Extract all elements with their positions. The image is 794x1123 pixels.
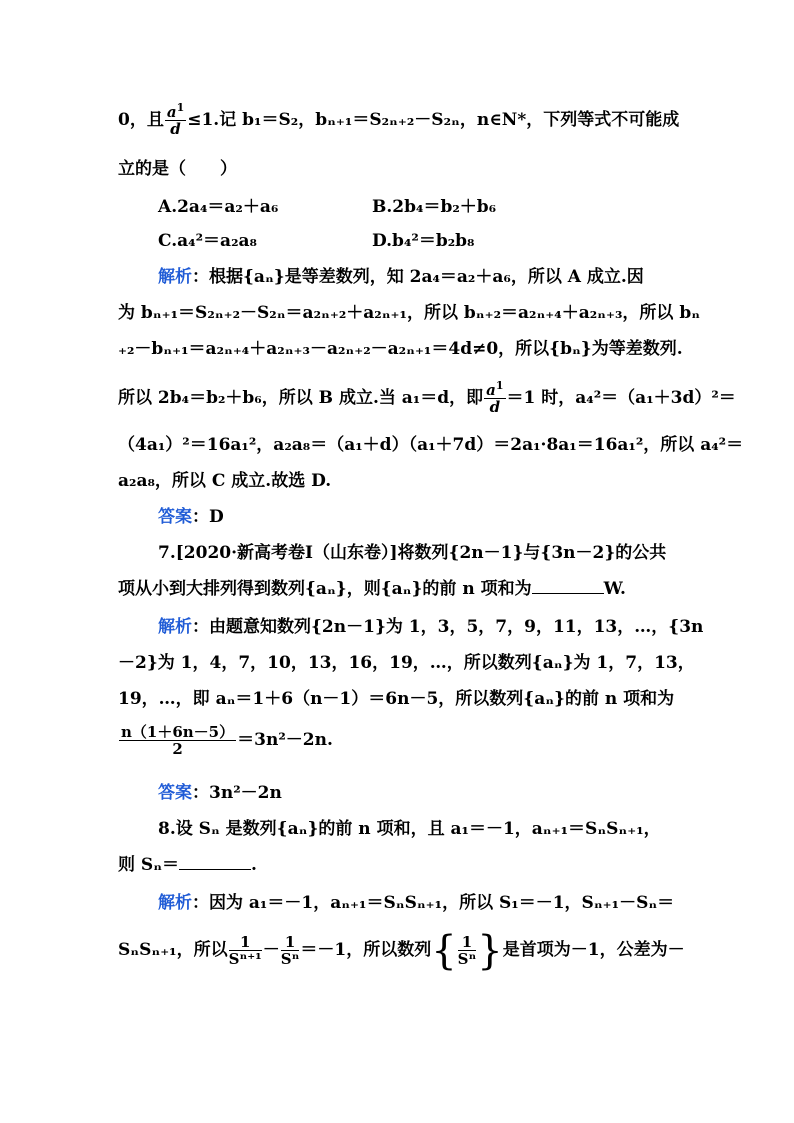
q8-analysis-line-2: SₙSₙ₊₁，所以 $\frac{1}{\text{Sⁿ⁺¹}}$ － $\frac{1}{\text{Sⁿ}}$ ＝－1，所以数列{ $\frac{1}{\text{Sⁿ}}$ }是首项为－1，公差为－ xyxy=(118,927,685,974)
q6-analysis-line-1: 解析：根据{aₙ}是等差数列，知 2a₄＝a₂＋a₆，所以 A 成立.因 xyxy=(158,267,644,287)
q6-analysis-line-4: 所以 2b₄＝b₂＋b₆，所以 B 成立.当 a₁＝d，即 $\frac{a^1}{d}$ ＝1 时，a₄²＝（a₁＋3d）²＝ xyxy=(118,379,736,416)
q7-analysis-label: 解析 xyxy=(158,617,192,637)
q8-title-line: 8.设 Sₙ 是数列{aₙ}的前 n 项和，且 a₁＝－1，aₙ₊₁＝SₙSₙ₊₁， xyxy=(158,819,661,839)
q8-analysis-label: 解析 xyxy=(158,893,192,913)
q8-answer-blank xyxy=(179,855,251,870)
q7-analysis-line-2: －2}为 1，4，7，10，13，16，19，…，所以数列{aₙ}为 1，7，13， xyxy=(118,653,695,673)
q6-answer-label: 答案 xyxy=(158,507,192,527)
q6-analysis-label: 解析 xyxy=(158,267,192,287)
q6-option-b: B.2b₄＝b₂＋b₆ xyxy=(372,197,497,217)
q6-fraction: $\frac{a^1}{d}$ xyxy=(166,101,185,138)
q8-fraction-2: $\frac{1}{\text{Sⁿ}}$ xyxy=(280,933,300,968)
q6-cond-rest: ≤1.记 b₁＝S₂，bₙ₊₁＝S₂ₙ₊₂－S₂ₙ，n∈N*，下列等式不可能成 xyxy=(187,110,680,130)
q8-analysis-line-1: 解析：因为 a₁＝－1，aₙ₊₁＝SₙSₙ₊₁，所以 S₁＝－1，Sₙ₊₁－Sₙ＝ xyxy=(158,893,675,913)
q8-question-line: 则 Sₙ＝ . xyxy=(118,855,257,875)
q7-answer-blank xyxy=(532,579,604,594)
q6-option-a: A.2a₄＝a₂＋a₆ xyxy=(158,197,279,217)
q7-analysis-line-4: $\frac{n(1+6n-5)}{2}$ ＝3n²－2n. xyxy=(121,723,333,758)
q6-cond-start: 0，且 xyxy=(118,110,164,130)
q6-analysis-fraction: $\frac{a^1}{d}$ xyxy=(486,379,504,416)
q6-analysis-line-5: （4a₁）²＝16a₁²，a₂a₈＝（a₁＋d）（a₁＋7d）＝2a₁·8a₁＝16a₁²，所以 a₄²＝ xyxy=(118,435,744,455)
q8-left-brace: { xyxy=(431,927,457,974)
q8-fraction-1: $\frac{1}{\text{Sⁿ⁺¹}}$ xyxy=(228,933,262,968)
q7-analysis-line-3: 19，…，即 aₙ＝1＋6（n－1）＝6n－5，所以数列{aₙ}的前 n 项和为 xyxy=(118,689,675,709)
q6-question-line: 立的是（ ） xyxy=(118,159,237,179)
q7-title-line: 7.[2020·新高考卷Ⅰ（山东卷）]将数列{2n－1}与{3n－2}的公共 xyxy=(158,543,667,563)
q8-right-brace: } xyxy=(477,927,503,974)
q6-analysis-line-3: ₊₂－bₙ₊₁＝a₂ₙ₊₄＋a₂ₙ₊₃－a₂ₙ₊₂－a₂ₙ₊₁＝4d≠0，所以{bₙ}为等差数列. xyxy=(118,339,683,359)
q7-question-line: 项从小到大排列得到数列{aₙ}，则{aₙ}的前 n 项和为 W. xyxy=(118,579,626,599)
q7-answer-label: 答案 xyxy=(158,783,192,803)
q6-option-d: D.b₄²＝b₂b₈ xyxy=(372,231,475,251)
q6-condition-line xyxy=(118,101,680,138)
q6-analysis-line-6: a₂a₈，所以 C 成立.故选 D. xyxy=(118,471,332,491)
q7-sum-fraction: $\frac{n(1+6n-5)}{2}$ xyxy=(121,723,235,758)
q6-option-c: C.a₄²＝a₂a₈ xyxy=(158,231,257,251)
q6-analysis-line-2: 为 bₙ₊₁＝S₂ₙ₊₂－S₂ₙ＝a₂ₙ₊₂＋a₂ₙ₊₁，所以 bₙ₊₂＝a₂ₙ₊₄＋a₂ₙ₊₃，所以 bₙ xyxy=(118,303,701,323)
q6-answer-line: 答案：D xyxy=(158,507,224,527)
q7-analysis-line-1: 解析：由题意知数列{2n－1}为 1，3，5，7，9，11，13，…，{3n xyxy=(158,617,704,637)
q7-answer-line: 答案：3n²－2n xyxy=(158,783,282,803)
q8-fraction-3: $\frac{1}{\text{Sⁿ}}$ xyxy=(457,933,477,968)
